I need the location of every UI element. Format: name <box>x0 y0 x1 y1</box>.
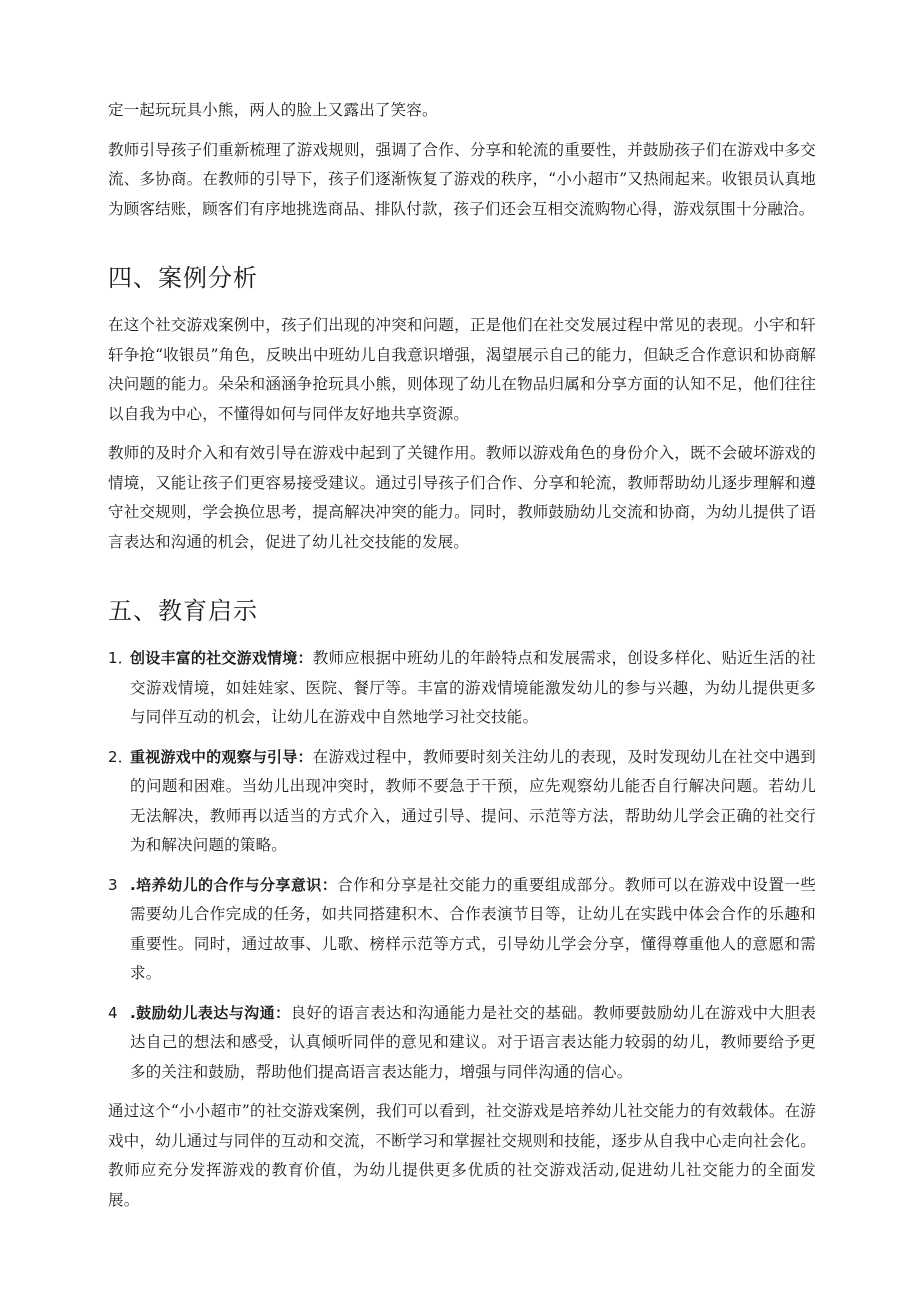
list-item-number: 4 <box>108 1003 118 1022</box>
section-heading-implications: 五、教育启示 <box>108 597 258 625</box>
list-item-text: 良好的语言表达和沟通能力是社交的基础。教师要鼓励幼儿在游戏中大胆表达自己的想法和感受，认真倾听同伴的意见和建议。对于语言表达能力较弱的幼儿，教师要给予更多的关注和鼓励，帮助他们提高语言表达能力，增强与同伴沟通的信心。 <box>130 1003 817 1081</box>
list-item-title: .鼓励幼儿表达与沟通： <box>130 1003 291 1022</box>
list-item-title: 重视游戏中的观察与引导： <box>130 747 313 766</box>
list-item-text: 合作和分享是社交能力的重要组成部分。教师可以在游戏中设置一些需要幼儿合作完成的任务，如共同搭建积木、合作表演节目等，让幼儿在实践中体会合作的乐趣和重要性。同时，通过故事、儿歌、榜样示范等方式，引导幼儿学会分享，懂得尊重他人的意愿和需求。 <box>130 875 816 982</box>
implications-list <box>108 644 816 1087</box>
intro-paragraph: 教师引导孩子们重新梳理了游戏规则，强调了合作、分享和轮流的重要性，并鼓励孩子们在游戏中多交流、多协商。在教师的引导下，孩子们逐渐恢复了游戏的秩序，“小小超市”又热闹起来。收银员认真地为顾客结账，顾客们有序地挑选商品、排队付款，孩子们还会互相交流购物心得，游戏氛围十分融洽。 <box>108 140 816 218</box>
analysis-paragraph-1: 在这个社交游戏案例中，孩子们出现的冲突和问题，正是他们在社交发展过程中常见的表现。小宇和轩轩争抢“收银员”角色，反映出中班幼儿自我意识增强，渴望展示自己的能力，但缺乏合作意识和协商解决问题的能力。朵朵和涵涵争抢玩具小熊，则体现了幼儿在物品归属和分享方面的认知不足，他们往往以自我为中心，不懂得如何与同伴友好地共享资源。 <box>108 316 816 423</box>
list-item-title: .培养幼儿的合作与分享意识： <box>130 875 338 894</box>
conclusion-paragraph: 通过这个“小小超市”的社交游戏案例，我们可以看到，社交游戏是培养幼儿社交能力的有效载体。在游戏中，幼儿通过与同伴的互动和交流，不断学习和掌握社交规则和技能，逐步从自我中心走向社会化。教师应充分发挥游戏的教育价值，为幼儿提供更多优质的社交游戏活动,促进幼儿社交能力的全面发展。 <box>108 1102 816 1209</box>
intro-line: 定一起玩玩具小熊，两人的脸上又露出了笑容。 <box>108 101 438 119</box>
list-item-text: 在游戏过程中，教师要时刻关注幼儿的表现，及时发现幼儿在社交中遇到的问题和困难。当幼儿出现冲突时，教师不要急于干预，应先观察幼儿能否自行解决问题。若幼儿无法解决，教师再以适当的方式介入，通过引导、提问、示范等方法，帮助幼儿学会正确的社交行为和解决问题的策略。 <box>130 747 816 854</box>
list-item-text: 教师应根据中班幼儿的年龄特点和发展需求，创设多样化、贴近生活的社交游戏情境，如娃娃家、医院、餐厅等。丰富的游戏情境能激发幼儿的参与兴趣，为幼儿提供更多与同伴互动的机会，让幼儿在游戏中自然地学习社交技能。 <box>130 649 816 726</box>
analysis-paragraph-2: 教师的及时介入和有效引导在游戏中起到了关键作用。教师以游戏角色的身份介入，既不会破坏游戏的情境，又能让孩子们更容易接受建议。通过引导孩子们合作、分享和轮流，教师帮助幼儿逐步理解和遵守社交规则，学会换位思考，提高解决冲突的能力。同时，教师鼓励幼儿交流和协商，为幼儿提供了语言表达和沟通的机会，促进了幼儿社交技能的发展。 <box>108 444 816 551</box>
list-item-number: 3 <box>108 875 118 894</box>
list-item-number: 2． <box>108 747 133 766</box>
list-item-title: 创设丰富的社交游戏情境： <box>130 649 313 667</box>
list-item <box>108 999 816 1088</box>
list-item <box>108 644 816 733</box>
list-item <box>108 743 816 861</box>
section-heading-analysis: 四、案例分析 <box>108 264 258 292</box>
document-page <box>108 96 816 1225</box>
list-item-number: 1． <box>108 649 133 667</box>
list-item <box>108 871 816 989</box>
